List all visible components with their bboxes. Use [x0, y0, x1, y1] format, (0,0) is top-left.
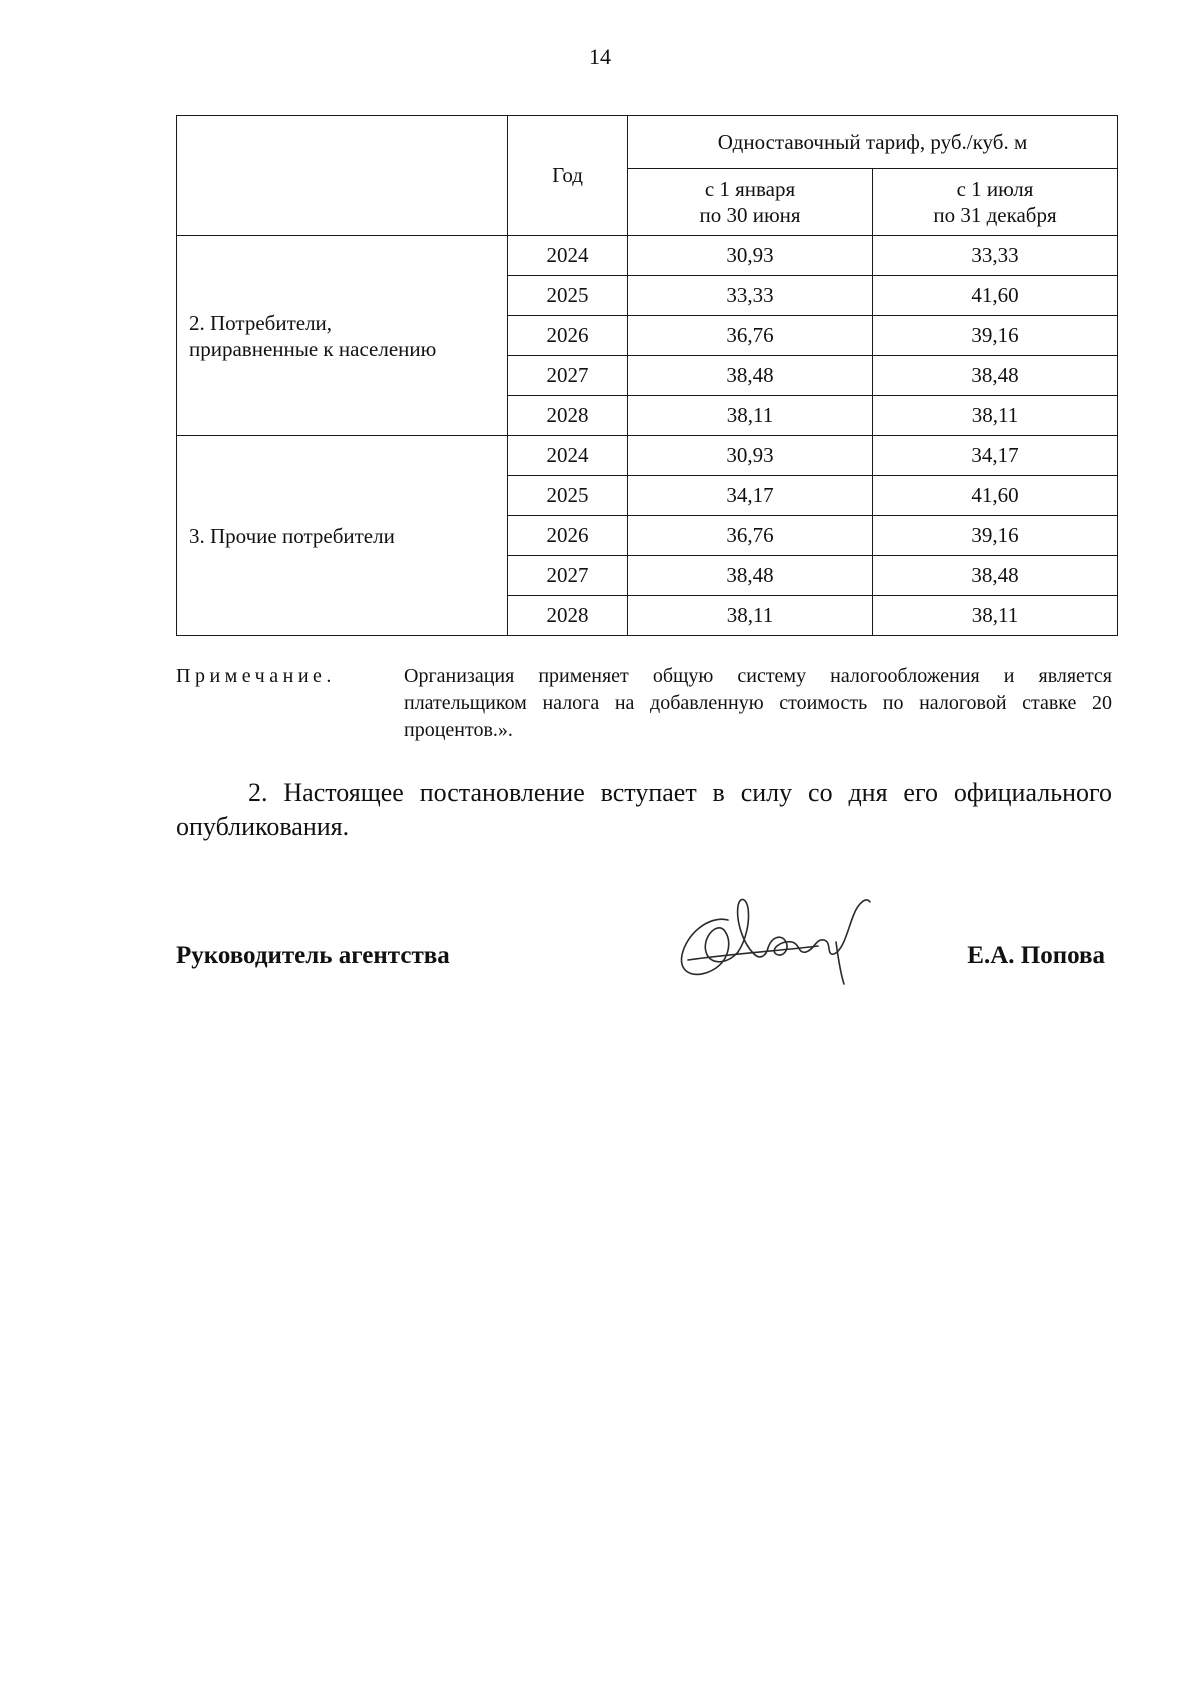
tariff-h2-cell: 41,60: [873, 276, 1118, 316]
tariff-h2-cell: 38,48: [873, 556, 1118, 596]
tariff-h2-cell: 39,16: [873, 316, 1118, 356]
tariff-h1-cell: 30,93: [628, 236, 873, 276]
year-cell: 2028: [508, 596, 628, 636]
year-cell: 2026: [508, 316, 628, 356]
tariff-h2-cell: 34,17: [873, 436, 1118, 476]
year-cell: 2025: [508, 276, 628, 316]
tariff-h2-cell: 38,48: [873, 356, 1118, 396]
tariff-h2-cell: 38,11: [873, 396, 1118, 436]
header-year: Год: [508, 116, 628, 236]
year-cell: 2027: [508, 356, 628, 396]
signer-title: Руководитель агентства: [176, 942, 450, 969]
tariff-h1-cell: 38,48: [628, 356, 873, 396]
year-cell: 2024: [508, 236, 628, 276]
year-cell: 2026: [508, 516, 628, 556]
year-cell: 2025: [508, 476, 628, 516]
tariff-h2-cell: 38,11: [873, 596, 1118, 636]
year-cell: 2027: [508, 556, 628, 596]
tariff-h1-cell: 38,11: [628, 396, 873, 436]
tariff-h1-cell: 36,76: [628, 316, 873, 356]
tariff-h2-cell: 39,16: [873, 516, 1118, 556]
tariff-h1-cell: 38,48: [628, 556, 873, 596]
header-period-jan-jun: с 1 января по 30 июня: [628, 169, 873, 236]
table-row: [177, 236, 1118, 276]
group-label: 3. Прочие потребители: [177, 436, 508, 636]
tariff-table: [176, 115, 1118, 636]
header-tariff: Одноставочный тариф, руб./куб. м: [628, 116, 1118, 169]
note-label: Примечание.: [176, 665, 336, 687]
year-cell: 2024: [508, 436, 628, 476]
tariff-h2-cell: 33,33: [873, 236, 1118, 276]
header-period-jul-dec: с 1 июля по 31 декабря: [873, 169, 1118, 236]
signer-name: Е.А. Попова: [967, 942, 1105, 969]
tariff-h1-cell: 30,93: [628, 436, 873, 476]
year-cell: 2028: [508, 396, 628, 436]
tariff-h1-cell: 38,11: [628, 596, 873, 636]
header-group-cell: [177, 116, 508, 236]
tariff-h1-cell: 33,33: [628, 276, 873, 316]
table-row: [177, 436, 1118, 476]
effective-clause: 2. Настоящее постановление вступает в силу со дня его официального опубликования.: [176, 778, 1112, 841]
tariff-h1-cell: 34,17: [628, 476, 873, 516]
handwritten-signature: [668, 880, 878, 990]
page-number: 14: [589, 44, 611, 69]
group-label: 2. Потребители, приравненные к населению: [177, 236, 508, 436]
tariff-h1-cell: 36,76: [628, 516, 873, 556]
tariff-h2-cell: 41,60: [873, 476, 1118, 516]
note-text: Организация применяет общую систему налогообложения и является плательщиком налога на добавленную стоимость по налоговой ставке 20 процентов.».: [404, 665, 1112, 741]
